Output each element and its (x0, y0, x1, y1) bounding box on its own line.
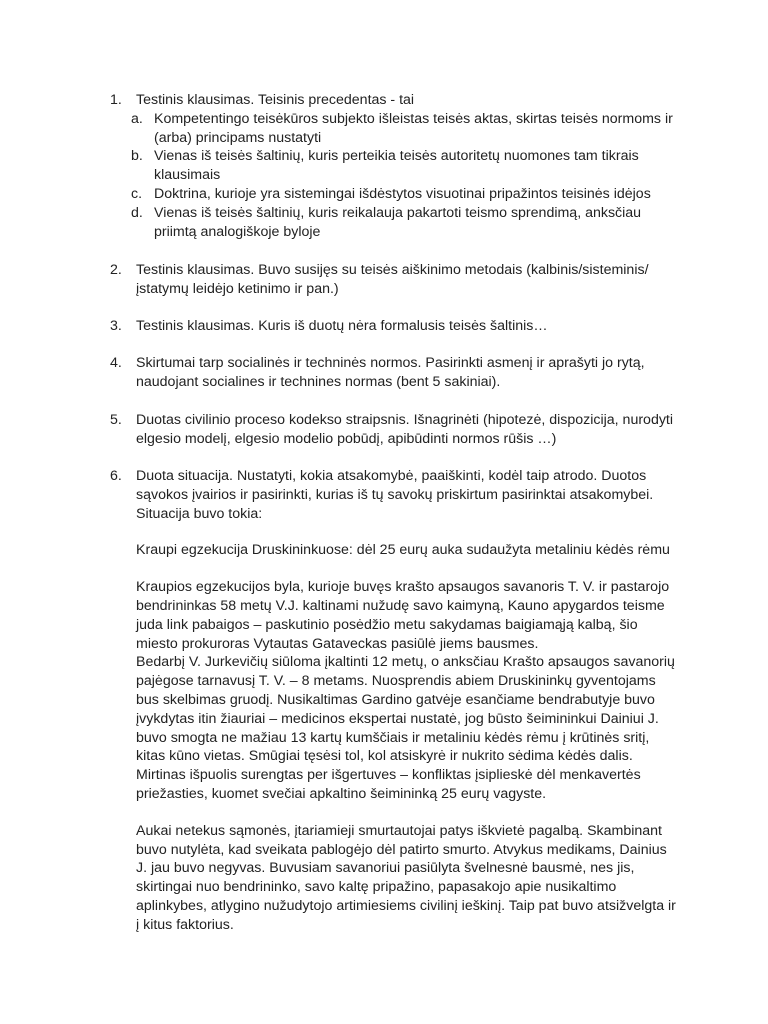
question-number: 5. (110, 412, 122, 428)
option-letter: b. (131, 148, 143, 165)
option-letter: a. (131, 110, 143, 127)
question-number: 1. (110, 92, 122, 108)
question-text: Duota situacija. Nustatyti, kokia atsakomybė, paaiškinti, kodėl taip atrodo. Duotos sąvokos įvairios ir pasirinkti, kurias iš tų savokų priskirtum pasirinktai atsakomybei. Situacija buvo tokia: (136, 468, 654, 522)
question-text: Testinis klausimas. Kuris iš duotų nėra formalusis teisės šaltinis… (136, 318, 548, 334)
option-letter: d. (131, 204, 143, 221)
question-text: Testinis klausimas. Buvo susijęs su teisės aiškinimo metodais (kalbinis/sisteminis/įstatymų leidėjo ketinimo ir pan.) (136, 262, 649, 297)
question-3 (110, 317, 680, 336)
option-text: Vienas iš teisės šaltinių, kuris perteikia teisės autoritetų nuomones tam tikrais klausimais (154, 148, 639, 184)
situation-paragraph-2: Bedarbį V. Jurkevičių siūloma įkaltinti 12 metų, o anksčiau Krašto apsaugos savanorių pajėgose tarnavusį T. V. – 8 metams. Nuosprendis abiem Druskininkų gyventojams bus skelbimas gruodį. Nusikaltimas Gardino gatvėje esančiame bendrabutyje buvo įvykdytas itin žiauriai – medicinos ekspertai nustatė, jog būsto šeimininkui Dainiui J. buvo smogta ne mažiau 13 kartų kumščiais ir metaliniu kėdės rėmu į krūtinės sritį, kitas kūno vietas. Smūgiai tęsėsi tol, kol atsiskyrė ir nukrito sėdima kėdės dalis. Mirtinas išpuolis surengtas per išgertuves – konfliktas įsiplieskė dėl menkavertės priežasties, kuomet svečiai apkaltino šeimininką 25 eurų vagyste. (136, 654, 675, 802)
option-b (131, 147, 680, 185)
question-2 (110, 261, 680, 299)
question-number: 6. (110, 468, 122, 484)
situation-paragraph-1: Kraupios egzekucijos byla, kurioje buvęs krašto apsaugos savanoris T. V. ir pastarojo bendrininkas 58 metų V.J. kaltinami nužudę savo kaimyną, Kauno apygardos teisme juda link pabaigos – paskutinio posėdžio metu sakydamas baigiamąją kalbą, šio miesto prokuroras Vytautas Gataveckas pasiūlė jiems bausmes. (136, 579, 670, 652)
question-number: 2. (110, 262, 122, 278)
option-text: Doktrina, kurioje yra sistemingai išdėstytos visuotinai pripažintos teisinės idėjos (154, 185, 651, 202)
question-text: Testinis klausimas. Teisinis precedentas - tai (136, 92, 415, 108)
situation-paragraph-3: Aukai netekus sąmonės, įtariamieji smurtautojai patys iškvietė pagalbą. Skambinant buvo nutylėta, kad sveikata pablogėjo dėl patirto smurto. Atvykus medikams, Dainius J. jau buvo negyvas. Buvusiam savanoriui pasiūlyta švelnesnė bausmė, nes jis, skirtingai nuo bendrininko, savo kaltę pripažino, papasakojo apie nusikaltimo aplinkybes, atlygino nužudytojo artimiesiems civilinį ieškinį. Taip pat buvo atsižvelgta ir į kitus faktorius. (136, 822, 676, 933)
option-d (131, 204, 680, 242)
option-letter: c. (131, 185, 143, 202)
question-5 (110, 411, 680, 449)
question-number: 4. (110, 355, 122, 371)
question-text: Duotas civilinio proceso kodekso straipsnis. Išnagrinėti (hipotezė, dispozicija, nurodyti elgesio modelį, elgesio modelio pobūdį, apibūdinti normos rūšis …) (136, 412, 674, 447)
question-number: 3. (110, 318, 122, 334)
situation-title: Kraupi egzekucija Druskininkuose: dėl 25 eurų auka sudaužyta metaliniu kėdės rėmu (136, 542, 670, 559)
option-c (131, 185, 680, 204)
question-text: Skirtumai tarp socialinės ir techninės normos. Pasirinkti asmenį ir aprašyti jo rytą, naudojant socialines ir technines normas (bent 5 sakiniai). (136, 355, 645, 390)
option-text: Kompetentingo teisėkūros subjekto išleistas teisės aktas, skirtas teisės normoms ir (arba) principams nustatyti (154, 110, 673, 146)
question-6 (110, 467, 680, 935)
question-1 (110, 91, 680, 241)
option-a (131, 110, 680, 148)
option-text: Vienas iš teisės šaltinių, kuris reikalauja pakartoti teismo sprendimą, anksčiau priimtą analogiškoje byloje (154, 204, 642, 240)
question-4 (110, 354, 680, 392)
